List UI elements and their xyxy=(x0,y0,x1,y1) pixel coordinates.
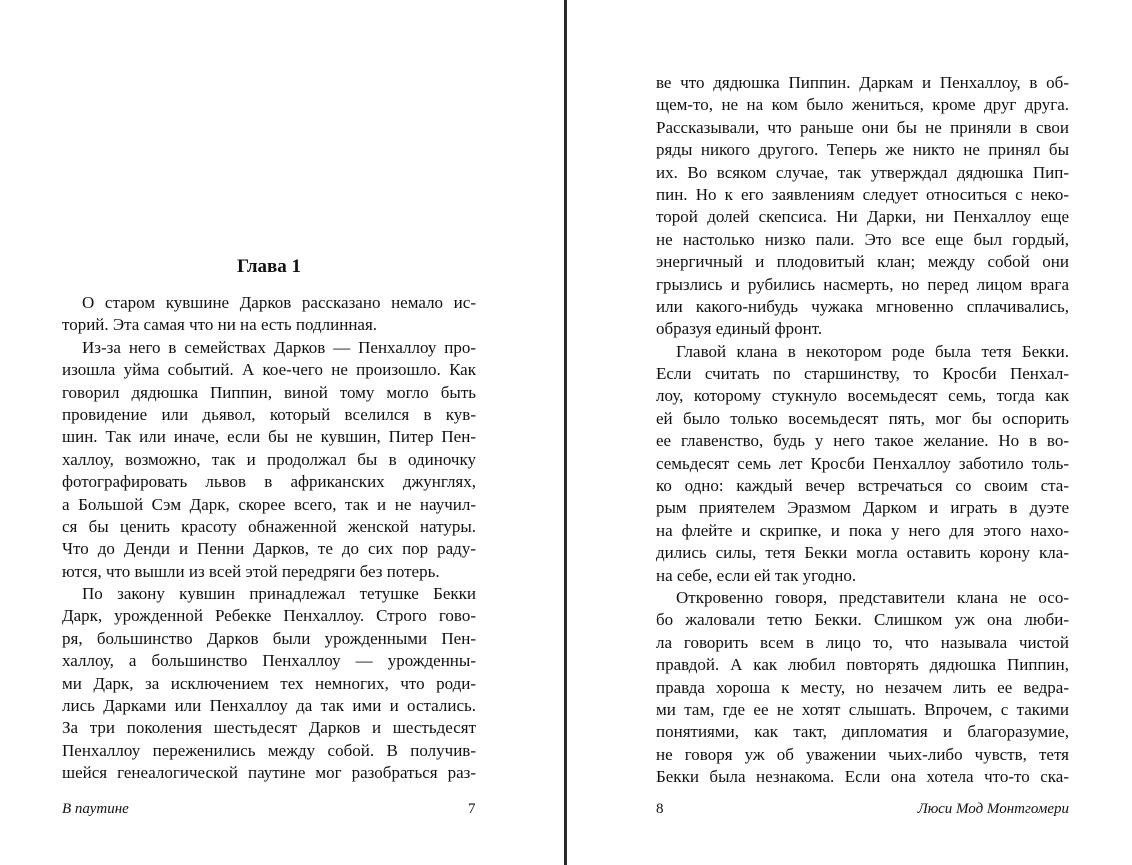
text-line: ми там, где ее не хотят слышать. Впрочем, с такими xyxy=(656,699,1069,719)
text-line: торий. Эта самая что ни на есть подлинная. xyxy=(62,315,378,335)
text-line: пин. Но к его заявлениям следует относиться с неко- xyxy=(656,184,1069,204)
running-footer-title xyxy=(62,800,129,818)
text-line: ей было только восемьдесят пять, мог бы оспорить xyxy=(656,408,1069,428)
text-line: образуя единый фронт. xyxy=(656,319,823,339)
left-page-body xyxy=(62,292,476,785)
text-line: бо жаловали тетю Бекки. Слишком уж она люби- xyxy=(656,610,1069,630)
text-line: изошла уйма событий. А кое-чего не произошло. Как xyxy=(62,360,476,380)
text-line: правдой. А как любил повторять дядюшка Пиппин, xyxy=(656,655,1069,675)
text-line: Что до Денди и Пенни Дарков, те до сих пор раду- xyxy=(62,539,476,559)
page-number-right: 8 xyxy=(656,801,664,817)
page-number-left: 7 xyxy=(468,801,476,817)
text-line: ко одно: каждый вечер встречаться со своим ста- xyxy=(656,476,1069,496)
text-line: энергичный и плодовитый клан; между собой они xyxy=(656,252,1069,272)
text-line: Пенхаллоу переженились между собой. В получив- xyxy=(62,740,476,760)
text-line: Из-за него в семействах Дарков — Пенхаллоу про- xyxy=(82,337,476,357)
text-line: не говоря уж об уважении чьих-либо чувств, тетя xyxy=(656,744,1069,764)
text-line: а Большой Сэм Дарк, скорее всего, так и не научил- xyxy=(62,494,476,514)
text-line: Бекки была незнакома. Если она хотела что-то ска- xyxy=(656,767,1069,787)
text-line: или какого-нибудь чужака мгновенно сплачивались, xyxy=(656,296,1069,316)
right-page-body xyxy=(656,72,1069,789)
text-line: Если считать по старшинству, то Кросби Пенхал- xyxy=(656,364,1069,384)
text-line: провидение или дьявол, который вселился в кув- xyxy=(62,404,476,424)
text-line: дились силы, тетя Бекки могла оставить корону кла- xyxy=(656,543,1069,563)
text-line: ла говорить всем в лицо то, что называла чистой xyxy=(656,632,1069,652)
text-line: ряды никого другого. Теперь же никто не принял бы xyxy=(656,140,1069,160)
text-line: их. Во всяком случае, так утверждал дядюшка Пип- xyxy=(656,162,1069,182)
text-line: ее главенство, будь у него такое желание. Но в во- xyxy=(656,431,1069,451)
text-line: За три поколения шестьдесят Дарков и шестьдесят xyxy=(62,718,476,738)
text-line: правда хороша к месту, но незачем лить ее ведра- xyxy=(656,677,1069,697)
text-line: ве что дядюшка Пиппин. Даркам и Пенхаллоу, в об- xyxy=(656,73,1069,92)
text-line: рым приятелем Эразмом Дарком и играть в дуэте xyxy=(656,498,1069,518)
text-line: лоу, которому стукнуло восемьдесят семь, тогда как xyxy=(656,386,1069,406)
text-line: ми Дарк, за исключением тех немногих, что роди- xyxy=(62,673,476,693)
text-line: Дарк, урожденной Ребекке Пенхаллоу. Строго гово- xyxy=(62,606,476,626)
text-line: щем-то, не на ком было жениться, кроме друг друга. xyxy=(656,95,1069,115)
running-footer-author xyxy=(918,800,1069,818)
text-line: шин. Так или иначе, если бы не кувшин, Питер Пен- xyxy=(62,427,476,447)
book-title-footer: В паутине xyxy=(62,801,129,817)
text-line: ся бы ценить красоту обнаженной женской натуры. xyxy=(62,516,476,536)
text-line: ются, что вышли из всей этой передряги без потерь. xyxy=(62,561,440,581)
text-line: семьдесят семь лет Кросби Пенхаллоу заботило толь- xyxy=(656,453,1069,473)
text-line: не настолько низко пали. Это все еще был гордый, xyxy=(656,229,1069,249)
text-line: грызлись и рубились насмерть, но перед лицом врага xyxy=(656,274,1069,294)
text-line: понятиями, как такт, дипломатия и благоразумие, xyxy=(656,722,1069,742)
text-line: говорил дядюшка Пиппин, виной тому могло быть xyxy=(62,382,476,402)
text-line: По закону кувшин принадлежал тетушке Бекки xyxy=(82,584,476,604)
text-line: лись Дарками или Пенхаллоу да так ими и остались. xyxy=(62,696,476,716)
left-page xyxy=(0,0,564,865)
text-line: шейся генеалогической паутине мог разобраться раз- xyxy=(62,763,476,783)
text-line: халлоу, а большинство Пенхаллоу — урожденны- xyxy=(62,651,476,671)
text-line: Главой клана в некотором роде была тетя Бекки. xyxy=(676,341,1069,361)
text-line: Рассказывали, что раньше они бы не приняли в свои xyxy=(656,117,1069,137)
text-line: халлоу, возможно, так и продолжал бы в одиночку xyxy=(62,449,476,469)
text-line: О старом кувшине Дарков рассказано немало ис- xyxy=(82,293,476,312)
text-line: на флейте и скрипке, и пока у него для этого нахо- xyxy=(656,520,1069,540)
text-line: фотографировать львов в африканских джунглях, xyxy=(62,472,476,492)
text-line: Откровенно говоря, представители клана не осо- xyxy=(676,587,1069,607)
text-line: на себе, если ей так угодно. xyxy=(656,565,857,585)
chapter-title: Глава 1 xyxy=(236,256,302,277)
right-page xyxy=(567,0,1132,865)
text-line: ря, большинство Дарков были урожденными Пен- xyxy=(62,628,476,648)
author-footer: Люси Мод Монтгомери xyxy=(917,801,1069,817)
text-line: торой долей скепсиса. Ни Дарки, ни Пенхаллоу еще xyxy=(656,207,1069,227)
